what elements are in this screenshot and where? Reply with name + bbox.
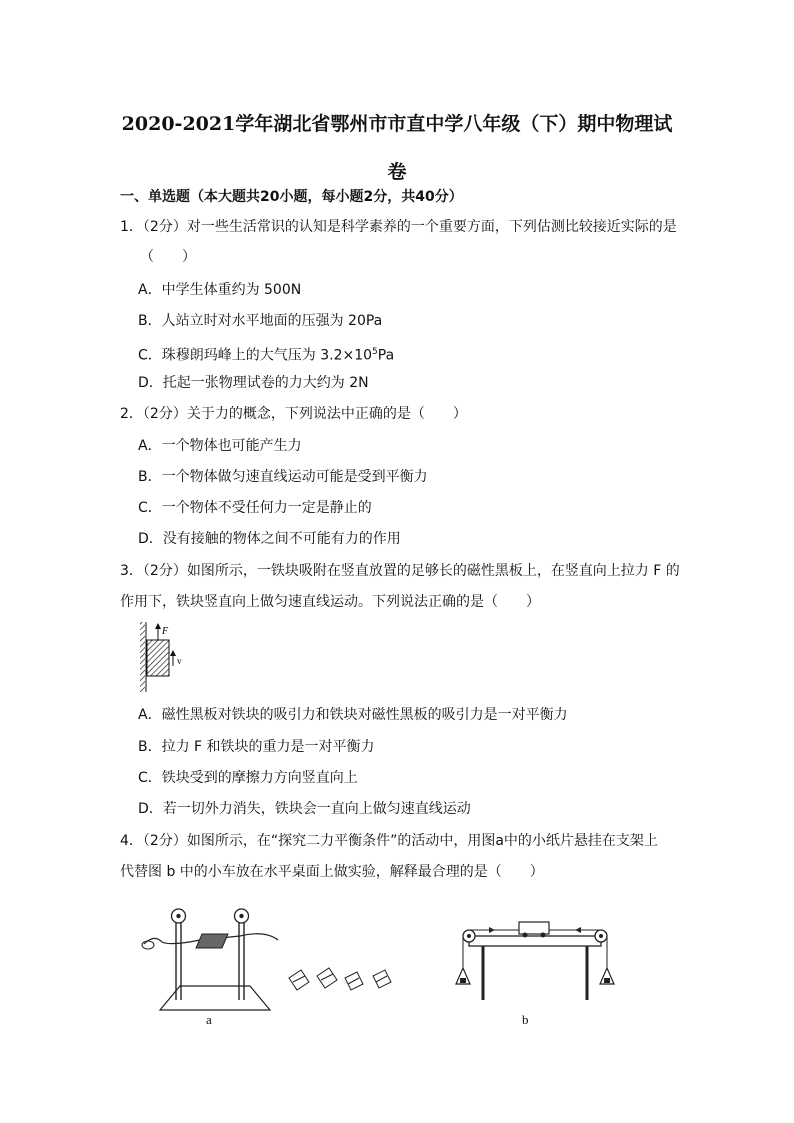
question-4-stem-cont: 代替图 b 中的小车放在水平桌面上做实验，解释最合理的是（ ） bbox=[120, 864, 544, 880]
question-3-option-b[interactable]: B．拉力 F 和铁块的重力是一对平衡力 bbox=[138, 739, 375, 755]
table-top bbox=[469, 936, 601, 946]
exam-title bbox=[100, 100, 694, 196]
figure-a-caption: a bbox=[206, 1012, 212, 1027]
figure-b-cart-on-table bbox=[455, 912, 615, 1007]
option-c-exponent: 5 bbox=[372, 347, 378, 357]
question-3-stem: 3．（2分）如图所示，一铁块吸附在竖直放置的足够长的磁性黑板上，在竖直向上拉力 F 的 bbox=[120, 563, 680, 579]
iron-block bbox=[147, 640, 169, 676]
question-2-option-b[interactable]: B．一个物体做匀速直线运动可能是受到平衡力 bbox=[138, 469, 428, 485]
section-heading: 一、单选题（本大题共20小题，每小题2分，共40分） bbox=[120, 189, 463, 205]
question-4-stem: 4．（2分）如图所示，在“探究二力平衡条件”的活动中，用图a中的小纸片悬挂在支架上 bbox=[120, 833, 658, 849]
question-1-stem: 1．（2分）对一些生活常识的认知是科学素养的一个重要方面，下列估测比较接近实际的是 bbox=[120, 219, 677, 235]
figure-magnet-board bbox=[138, 620, 188, 696]
figure-b-caption: b bbox=[522, 1012, 529, 1027]
title-line-2: 卷 bbox=[387, 161, 407, 183]
option-c-text: C．珠穆朗玛峰上的大气压为 3.2×10 bbox=[138, 347, 373, 364]
force-label: F bbox=[162, 626, 169, 637]
question-1-option-a[interactable]: A．中学生体重约为 500N bbox=[138, 282, 302, 298]
cart bbox=[519, 922, 549, 934]
velocity-label: v bbox=[177, 656, 182, 666]
question-3-option-c[interactable]: C．铁块受到的摩擦力方向竖直向上 bbox=[138, 770, 358, 786]
paper-card bbox=[196, 934, 228, 948]
figure-a-paper-card-setup bbox=[140, 900, 290, 1015]
question-1-option-b[interactable]: B．人站立时对水平地面的压强为 20Pa bbox=[138, 313, 383, 329]
question-3-option-d[interactable]: D．若一切外力消失，铁块会一直向上做匀速直线运动 bbox=[138, 801, 471, 817]
question-1-option-c[interactable] bbox=[138, 342, 394, 366]
figure-twisted-card-sequence bbox=[285, 960, 405, 1000]
question-2-option-c[interactable]: C．一个物体不受任何力一定是静止的 bbox=[138, 500, 372, 516]
question-2-stem: 2．（2分）关于力的概念，下列说法中正确的是（ ） bbox=[120, 406, 467, 422]
question-2-option-d[interactable]: D．没有接触的物体之间不可能有力的作用 bbox=[138, 531, 401, 547]
question-3-stem-cont: 作用下，铁块竖直向上做匀速直线运动。下列说法正确的是（ ） bbox=[120, 594, 540, 610]
question-1-option-d[interactable]: D．托起一张物理试卷的力大约为 2N bbox=[138, 375, 369, 391]
question-1-stem-cont: （ ） bbox=[140, 249, 196, 265]
option-c-unit: Pa bbox=[377, 347, 395, 364]
blackboard bbox=[140, 622, 145, 692]
title-line-1: 2020-2021学年湖北省鄂州市市直中学八年级（下）期中物理试 bbox=[121, 113, 673, 135]
question-2-option-a[interactable]: A．一个物体也可能产生力 bbox=[138, 438, 302, 454]
question-3-option-a[interactable]: A．磁性黑板对铁块的吸引力和铁块对磁性黑板的吸引力是一对平衡力 bbox=[138, 707, 568, 723]
